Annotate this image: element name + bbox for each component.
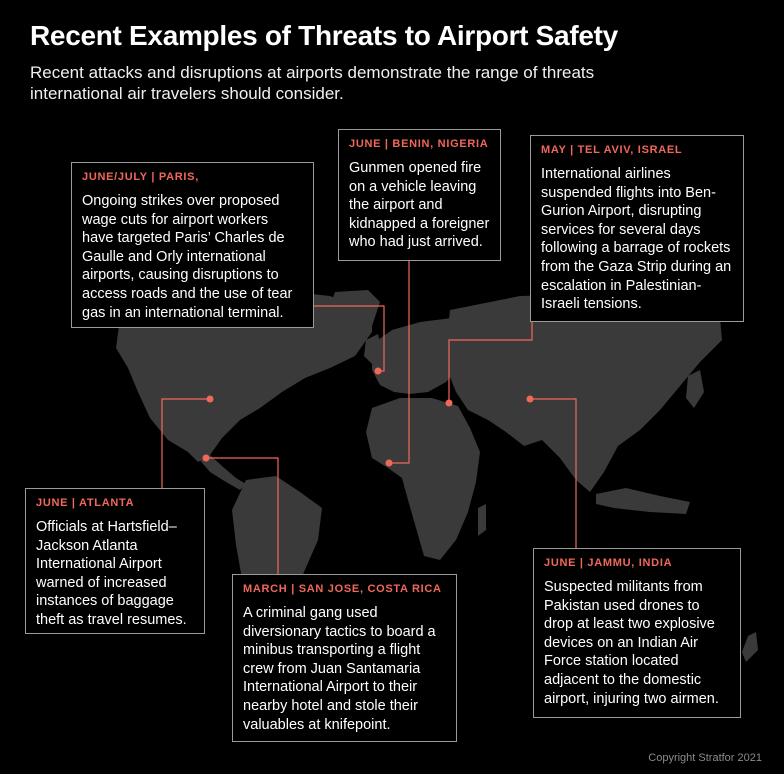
madagascar [478,504,486,536]
asia [446,294,722,492]
dot-jammu [527,396,534,403]
event-card-sanjose [232,574,457,742]
event-heading: MARCH | SAN JOSE, COSTA RICA [243,583,442,595]
event-text: A criminal gang used diversionary tactics to board a minibus transporting a flight crew from Juan Santamaria International Airport to their nearby hotel and stole their valuables at knifepoint. [243,605,436,733]
event-heading: JUNE/JULY | PARIS, [82,171,199,183]
event-text: International airlines suspended flights into Ben-Gurion Airport, disrupting services for several days following a barrage of rockets from the Gaza Strip during an escalation in Palestinian-Israeli tensions. [541,166,732,313]
africa [366,398,480,560]
event-text: Officials at Hartsfield–Jackson Atlanta International Airport warned of increased instances of baggage theft as travel resumes. [36,519,187,628]
event-card-jammu [533,548,741,718]
event-card-benin [338,129,501,261]
event-heading: MAY | TEL AVIV, ISRAEL [541,144,683,156]
new-zealand [742,632,758,662]
event-card-telaviv [530,135,744,322]
page-title: Recent Examples of Threats to Airport Safety [30,20,618,51]
event-card-paris [71,162,314,328]
event-heading: JUNE | ATLANTA [36,497,135,509]
copyright-notice: Copyright Stratfor 2021 [648,752,762,764]
event-card-atlanta [25,488,205,634]
dot-paris [375,368,382,375]
dot-benin [386,460,393,467]
event-text: Gunmen opened fire on a vehicle leaving the airport and kidnapped a foreigner who had just arrived. [349,160,490,251]
indonesia [596,488,690,514]
event-heading: JUNE | BENIN, NIGERIA [349,138,489,150]
dot-sanjose [203,455,210,462]
event-text: Ongoing strikes over proposed wage cuts for airport workers have targeted Paris’ Charles de Gaulle and Orly international airports, causing disruptions to access roads and the use of tear gas in an international terminal. [82,193,293,321]
event-text: Suspected militants from Pakistan used drones to drop at least two explosive devices on an Indian Air Force station located adjacent to the domestic airport, injuring two airmen. [544,579,719,707]
japan [686,370,704,408]
page-subtitle: Recent attacks and disruptions at airports demonstrate the range of threats international air travelers should consider. [30,63,595,103]
event-heading: JUNE | JAMMU, INDIA [544,557,673,569]
dot-telaviv [446,400,453,407]
dot-atlanta [207,396,214,403]
